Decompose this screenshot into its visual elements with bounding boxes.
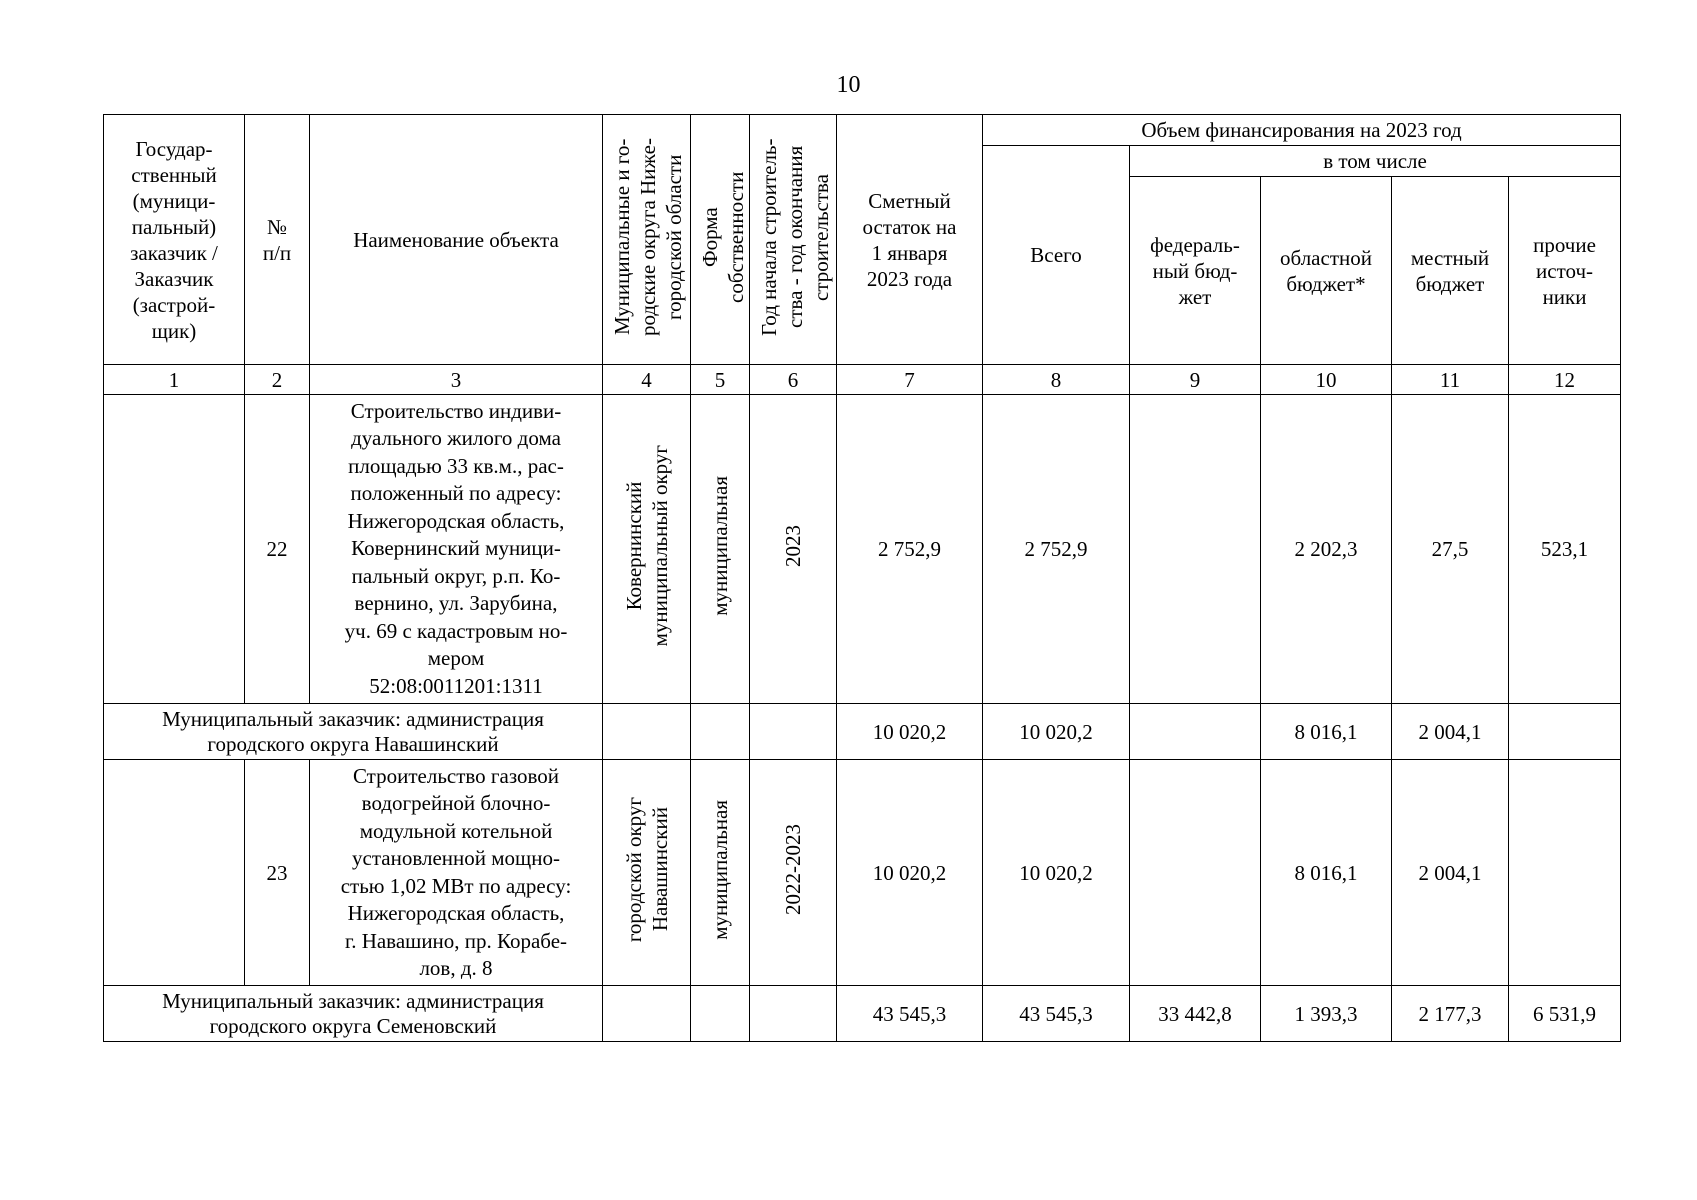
header-financing-volume: Объем финансирования на 2023 год [983,115,1621,146]
customer-cell [104,760,245,986]
empty-cell [750,704,837,760]
col-number: 8 [983,365,1130,395]
col-number: 6 [750,365,837,395]
ownership: муниципальная [691,760,750,986]
empty-cell [691,986,750,1042]
col-number: 10 [1261,365,1392,395]
federal-budget [1130,704,1261,760]
col-number: 11 [1392,365,1509,395]
financing-total: 10 020,2 [983,704,1130,760]
federal-budget [1130,395,1261,704]
estimate-balance: 43 545,3 [837,986,983,1042]
other-sources [1509,760,1621,986]
header-num: № п/п [245,115,310,365]
col-number: 5 [691,365,750,395]
subtotal-label: Муниципальный заказчик: администрация городского округа Навашинский [104,704,603,760]
regional-budget: 2 202,3 [1261,395,1392,704]
col-number: 3 [310,365,603,395]
regional-budget: 8 016,1 [1261,704,1392,760]
financing-total: 10 020,2 [983,760,1130,986]
col-number: 4 [603,365,691,395]
other-sources: 6 531,9 [1509,986,1621,1042]
object-name: Строительство индиви- дуального жилого дома площадью 33 кв.м., рас- положенный по адресу: Нижегородская область, Ковернинский муници- пальный округ, р.п. Ко- вернино, ул. Зарубина, уч. 69 с кадастровым но- мером 52:08:0011201:1311 [310,395,603,704]
construction-years: 2022-2023 [750,760,837,986]
col-number: 1 [104,365,245,395]
column-numbers-row [104,365,1621,395]
financing-total: 2 752,9 [983,395,1130,704]
header-object-name: Наименование объекта [310,115,603,365]
empty-cell [691,704,750,760]
empty-cell [603,704,691,760]
header-customer: Государ- ственный (муници- пальный) заказчик / Заказчик (застрой- щик) [104,115,245,365]
federal-budget: 33 442,8 [1130,986,1261,1042]
header-other: прочие источ- ники [1509,177,1621,365]
ownership: муниципальная [691,395,750,704]
header-total: Всего [983,146,1130,365]
header-years: Год начала строитель- ства - год окончания строительства [750,115,837,365]
col-number: 7 [837,365,983,395]
row-number: 23 [245,760,310,986]
table-row [104,395,1621,704]
empty-cell [603,986,691,1042]
row-number: 22 [245,395,310,704]
federal-budget [1130,760,1261,986]
customer-cell [104,395,245,704]
subtotal-row [104,704,1621,760]
header-local: местный бюджет [1392,177,1509,365]
regional-budget: 1 393,3 [1261,986,1392,1042]
subtotal-row [104,986,1621,1042]
financing-total: 43 545,3 [983,986,1130,1042]
header-federal: федераль- ный бюд- жет [1130,177,1261,365]
col-number: 12 [1509,365,1621,395]
header-regional: областной бюджет* [1261,177,1392,365]
local-budget: 2 177,3 [1392,986,1509,1042]
col-number: 2 [245,365,310,395]
municipality: Ковернинский муниципальный округ [603,395,691,704]
header-ownership: Форма собственности [691,115,750,365]
header-municipalities: Муниципальные и го- родские округа Ниже- городской области [603,115,691,365]
header-estimate-balance: Сметный остаток на 1 января 2023 года [837,115,983,365]
other-sources [1509,704,1621,760]
estimate-balance: 10 020,2 [837,760,983,986]
empty-cell [750,986,837,1042]
estimate-balance: 2 752,9 [837,395,983,704]
municipality: городской округ Навашинский [603,760,691,986]
financing-table [103,114,1621,1042]
header-including: в том числе [1130,146,1621,177]
local-budget: 2 004,1 [1392,760,1509,986]
subtotal-label: Муниципальный заказчик: администрация городского округа Семеновский [104,986,603,1042]
col-number: 9 [1130,365,1261,395]
regional-budget: 8 016,1 [1261,760,1392,986]
local-budget: 27,5 [1392,395,1509,704]
local-budget: 2 004,1 [1392,704,1509,760]
construction-years: 2023 [750,395,837,704]
other-sources: 523,1 [1509,395,1621,704]
estimate-balance: 10 020,2 [837,704,983,760]
object-name: Строительство газовой водогрейной блочно- модульной котельной установленной мощно- стью 1,02 МВт по адресу: Нижегородская область, г. Навашино, пр. Корабе- лов, д. 8 [310,760,603,986]
table-row [104,760,1621,986]
page-number: 10 [836,72,861,98]
